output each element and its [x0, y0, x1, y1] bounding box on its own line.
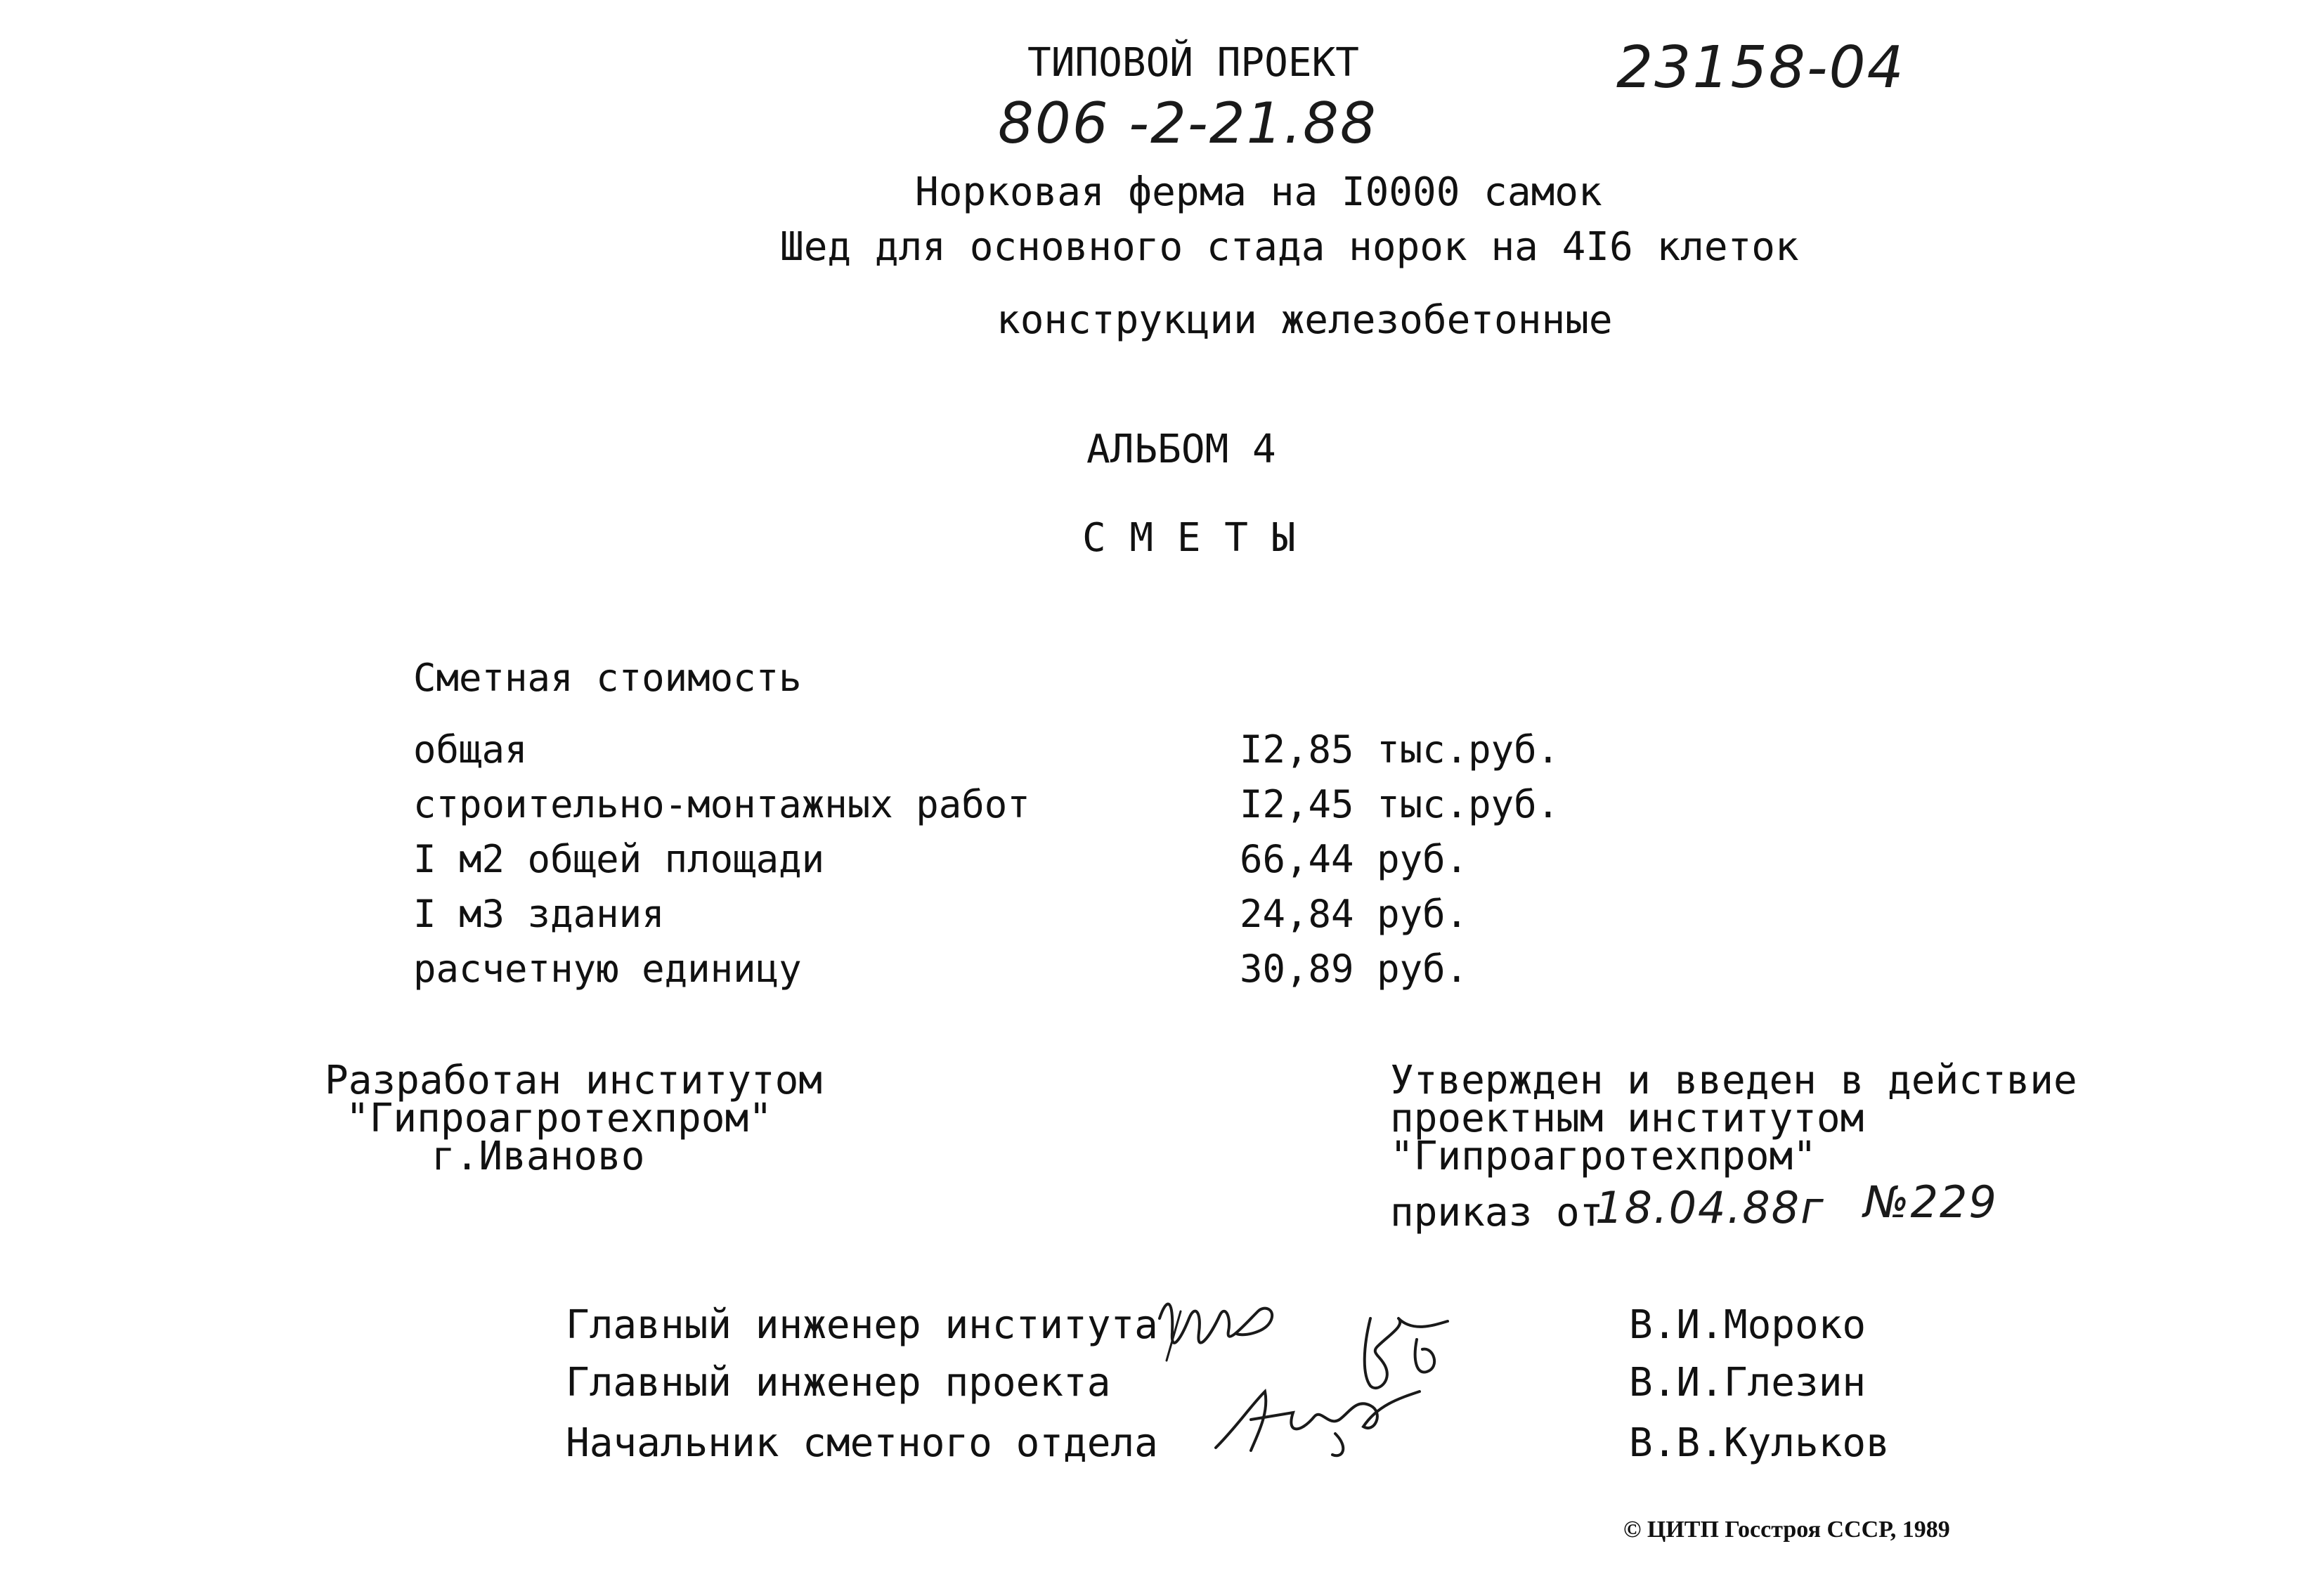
cost-value: I2,45 тыс.руб. [1240, 782, 1560, 826]
cost-label: I м2 общей площади [413, 837, 825, 881]
title-line-1: Норковая ферма на I0000 самок [915, 169, 1602, 215]
title-line-2: Шед для основного стада норок на 4I6 клеток [780, 224, 1799, 270]
order-label: приказ от [1390, 1190, 1604, 1235]
developer-line-1: Разработан институтом [325, 1058, 823, 1103]
copyright-notice: © ЦИТП Госстроя СССР, 1989 [1623, 1517, 1950, 1543]
signatory-name: В.И.Глезин [1629, 1360, 1867, 1406]
signatory-title: Главный инженер проекта [566, 1360, 1111, 1406]
cost-label: общая [413, 727, 528, 772]
order-date: 18.04.88г [1595, 1182, 1825, 1233]
cost-label: расчетную единицу [413, 947, 802, 991]
cost-label: строительно-монтажных работ [413, 782, 1030, 826]
approval-line-2: проектным институтом [1390, 1096, 1864, 1141]
document-code: 23158-04 [1616, 34, 1905, 101]
signatory-title: Начальник сметного отдела [566, 1420, 1158, 1466]
signature-head-estimate-department [1209, 1377, 1434, 1462]
cost-value: I2,85 тыс.руб. [1240, 727, 1560, 772]
project-type-label: ТИПОВОЙ ПРОЕКТ [1027, 40, 1360, 86]
signature-chief-engineer-institute [1153, 1290, 1307, 1368]
title-line-3: конструкции железобетонные [997, 297, 1613, 343]
cost-value: 66,44 руб. [1240, 837, 1469, 881]
cost-label: I м3 здания [413, 892, 665, 936]
signatory-name: В.И.Мороко [1629, 1302, 1867, 1348]
section-title: С М Е Т Ы [1082, 515, 1296, 561]
approval-line-1: Утвержден и введен в действие [1390, 1058, 2077, 1103]
signatory-name: В.В.Кульков [1629, 1420, 1890, 1466]
cost-value: 30,89 руб. [1240, 947, 1469, 991]
project-number: 806 -2-21.88 [998, 91, 1377, 156]
album-label: АЛЬБОМ 4 [1086, 427, 1276, 472]
approval-institute: "Гипроагротехпром" [1390, 1134, 1817, 1179]
cost-value: 24,84 руб. [1240, 892, 1469, 936]
developer-institute: "Гипроагротехпром" [346, 1096, 772, 1141]
signatory-title: Главный инженер института [566, 1302, 1158, 1348]
cost-heading: Сметная стоимость [413, 656, 802, 700]
developer-city: г.Иваново [431, 1134, 645, 1179]
order-number: №229 [1864, 1176, 1998, 1228]
